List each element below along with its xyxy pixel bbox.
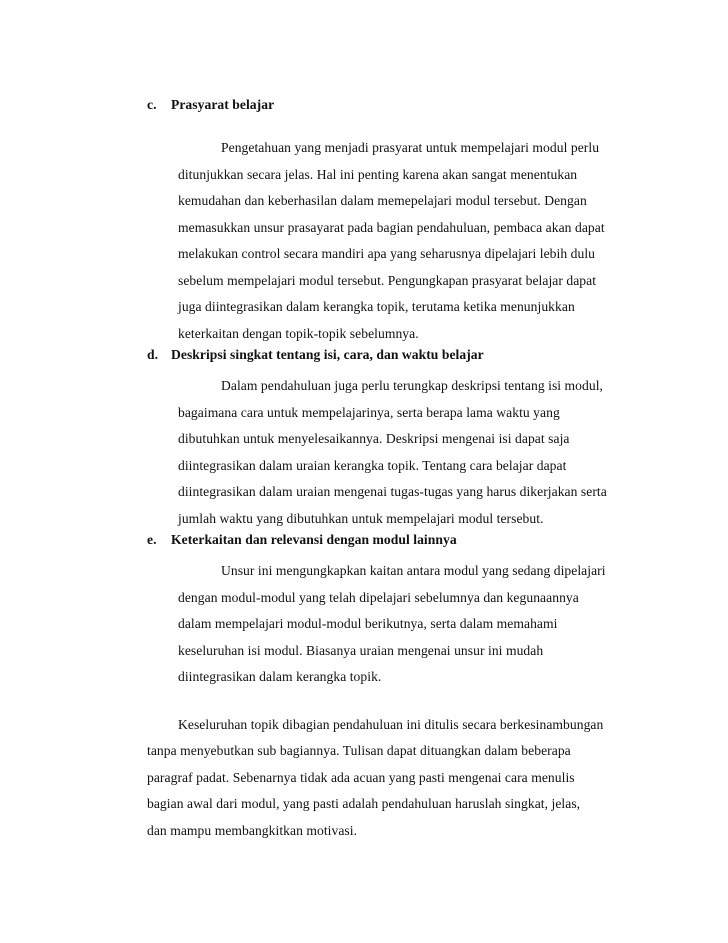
paragraph-line: Unsur ini mengungkapkan kaitan antara modul yang sedang dipelajari — [221, 563, 606, 578]
section-title: Prasyarat belajar — [171, 97, 275, 112]
paragraph-line: bagian awal dari modul, yang pasti adalah pendahuluan haruslah singkat, jelas, — [147, 796, 581, 811]
paragraph-line: paragraf padat. Sebenarnya tidak ada acuan yang pasti mengenai cara menulis — [147, 770, 575, 785]
paragraph-line: diintegrasikan dalam kerangka topik. — [178, 669, 382, 684]
paragraph-line: memasukkan unsur prasayarat pada bagian pendahuluan, pembaca akan dapat — [178, 220, 605, 235]
section-heading-e — [147, 532, 457, 548]
paragraph-line: diintegrasikan dalam uraian kerangka topik. Tentang cara belajar dapat — [178, 458, 567, 473]
paragraph-line: keterkaitan dengan topik-topik sebelumnya. — [178, 326, 419, 341]
paragraph-line: dan mampu membangkitkan motivasi. — [147, 823, 358, 838]
paragraph-line: jumlah waktu yang dibutuhkan untuk mempelajari modul tersebut. — [178, 511, 544, 526]
paragraph-line: sebelum mempelajari modul tersebut. Pengungkapan prasyarat belajar dapat — [178, 273, 597, 288]
paragraph-line: dengan modul-modul yang telah dipelajari sebelumnya dan kegunaannya — [178, 590, 579, 605]
section-title: Deskripsi singkat tentang isi, cara, dan waktu belajar — [171, 347, 484, 362]
paragraph-line: Keseluruhan topik dibagian pendahuluan ini ditulis secara berkesinambungan — [178, 717, 604, 732]
section-heading-c — [147, 97, 274, 113]
section-marker: d. — [147, 347, 159, 362]
paragraph-line: tanpa menyebutkan sub bagiannya. Tulisan dapat dituangkan dalam beberapa — [147, 743, 571, 758]
paragraph-line: keseluruhan isi modul. Biasanya uraian mengenai unsur ini mudah — [178, 643, 544, 658]
paragraph-line: dibutuhkan untuk menyelesaikannya. Deskripsi mengenai isi dapat saja — [178, 431, 570, 446]
paragraph-line: diintegrasikan dalam uraian mengenai tugas-tugas yang harus dikerjakan serta — [178, 484, 607, 499]
paragraph-line: juga diintegrasikan dalam kerangka topik, terutama ketika menunjukkan — [178, 299, 575, 314]
paragraph-line: ditunjukkan secara jelas. Hal ini penting karena akan sangat menentukan — [178, 167, 578, 182]
paragraph-line: dalam mempelajari modul-modul berikutnya, serta dalam memahami — [178, 616, 558, 631]
section-marker: e. — [147, 532, 157, 547]
paragraph-line: bagaimana cara untuk mempelajarinya, serta berapa lama waktu yang — [178, 405, 560, 420]
paragraph-line: melakukan control secara mandiri apa yang seharusnya dipelajari lebih dulu — [178, 246, 596, 261]
paragraph-line: Dalam pendahuluan juga perlu terungkap deskripsi tentang isi modul, — [221, 378, 603, 393]
section-heading-d — [147, 347, 484, 363]
section-marker: c. — [147, 97, 157, 112]
section-title: Keterkaitan dan relevansi dengan modul lainnya — [171, 532, 457, 547]
paragraph-line: kemudahan dan keberhasilan dalam memepelajari modul tersebut. Dengan — [178, 193, 587, 208]
paragraph-line: Pengetahuan yang menjadi prasyarat untuk mempelajari modul perlu — [221, 140, 600, 155]
